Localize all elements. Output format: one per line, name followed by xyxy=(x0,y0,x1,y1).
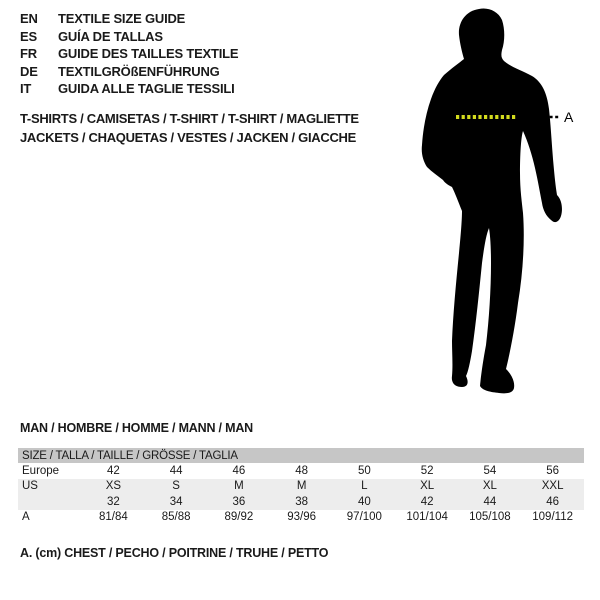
size-value: 40 xyxy=(357,495,371,508)
size-value: 32 xyxy=(106,495,120,508)
size-value: 46 xyxy=(232,464,246,477)
size-value: 44 xyxy=(483,495,497,508)
size-value: XS xyxy=(105,480,122,493)
size-value: S xyxy=(172,480,180,493)
language-code: IT xyxy=(20,81,32,96)
guide-title: GUIDA ALLE TAGLIE TESSILI xyxy=(58,81,235,96)
size-value: XL xyxy=(482,480,497,493)
category-tshirts: T-SHIRTS / CAMISETAS / T-SHIRT / T-SHIRT / MAGLIETTE xyxy=(20,111,359,126)
size-value: 89/92 xyxy=(224,511,254,524)
size-value: 38 xyxy=(295,495,309,508)
size-value: 101/104 xyxy=(406,511,448,524)
size-value: 34 xyxy=(169,495,183,508)
size-value: 42 xyxy=(420,495,434,508)
language-code: DE xyxy=(20,63,38,79)
row-label: Europe xyxy=(22,464,60,477)
row-label: US xyxy=(22,480,38,493)
size-value: 48 xyxy=(295,464,309,477)
size-value: 81/84 xyxy=(98,511,128,524)
size-value: 46 xyxy=(546,495,560,508)
size-value: XL xyxy=(420,480,435,493)
list-item xyxy=(20,80,238,98)
size-value: L xyxy=(361,480,368,493)
man-silhouette xyxy=(422,8,562,393)
size-value: M xyxy=(234,480,244,493)
measurement-footnote: A. (cm) CHEST / PECHO / POITRINE / TRUHE / PETTO xyxy=(20,546,329,560)
list-item xyxy=(20,10,238,28)
language-code: EN xyxy=(20,11,38,26)
size-value: 44 xyxy=(169,464,183,477)
size-value: 97/100 xyxy=(346,511,382,524)
size-value: 42 xyxy=(106,464,120,477)
table-row-europe xyxy=(18,463,584,479)
list-item xyxy=(20,28,238,46)
size-table xyxy=(18,448,584,525)
garment-categories xyxy=(20,109,359,147)
table-row-us-numeric xyxy=(18,494,584,510)
measure-label-a: A xyxy=(564,109,574,125)
size-value: 54 xyxy=(483,464,497,477)
table-row-us xyxy=(18,479,584,495)
size-value: 36 xyxy=(232,495,246,508)
size-value: 52 xyxy=(420,464,434,477)
language-code: ES xyxy=(20,28,37,44)
size-value: XXL xyxy=(541,480,564,493)
size-value: 93/96 xyxy=(287,511,317,524)
language-code: FR xyxy=(20,46,37,61)
guide-title: TEXTILGRÖßENFÜHRUNG xyxy=(58,63,220,79)
language-guide-list xyxy=(20,10,238,98)
list-item xyxy=(20,45,238,63)
size-value: 105/108 xyxy=(469,511,511,524)
man-silhouette-figure xyxy=(395,5,595,405)
size-value: 56 xyxy=(546,464,560,477)
table-header: SIZE / TALLA / TAILLE / GRÖSSE / TAGLIA xyxy=(18,448,584,463)
size-value: 50 xyxy=(357,464,371,477)
section-title-man: MAN / HOMBRE / HOMME / MANN / MAN xyxy=(20,421,253,435)
category-jackets: JACKETS / CHAQUETAS / VESTES / JACKEN / GIACCHE xyxy=(20,130,356,145)
size-value: M xyxy=(296,480,307,493)
size-value: 109/112 xyxy=(532,511,573,524)
list-item xyxy=(20,63,238,81)
size-value: 85/88 xyxy=(161,511,191,524)
table-row-chest-cm xyxy=(18,510,584,526)
guide-title: GUIDE DES TAILLES TEXTILE xyxy=(58,46,239,61)
guide-title: GUÍA DE TALLAS xyxy=(58,28,163,44)
row-label: A xyxy=(22,511,30,524)
guide-title: TEXTILE SIZE GUIDE xyxy=(58,11,186,26)
